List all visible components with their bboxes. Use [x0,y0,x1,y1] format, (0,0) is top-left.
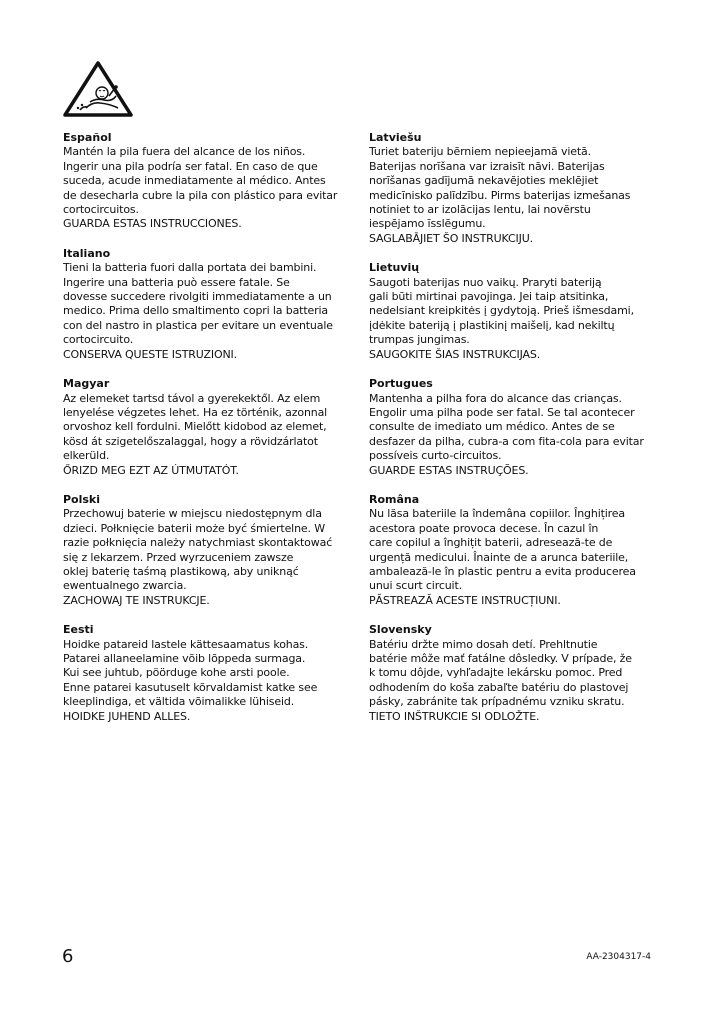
section-body: Hoidke patareid lastele kättesaamatus kohas. Patarei allaneelamine võib lõppeda surmaga. Kui see juhtub, pöörduge kohe arsti poole. Enne patarei kasutuselt kõrvaldamist katke see kleeplindiga, et vältida võimalikke lühiseid. HOIDKE JUHEND ALLES. [63,637,318,723]
section-magyar [63,377,363,478]
right-column [369,131,669,739]
page-number: 6 [62,946,74,967]
section-romana [369,493,669,608]
section-espanol [63,131,363,232]
section-title: Lietuvių [369,261,420,275]
section-body: Mantén la pila fuera del alcance de los niños. Ingerir una pila podría ser fatal. En caso de que suceda, acude inmediatamente al médico. Antes de desecharla cubre la pila con plástico para evitar cortocircuitos. GUARDA ESTAS INSTRUCCIONES. [63,145,338,231]
section-title: Româna [369,492,420,506]
section-polski [63,493,363,608]
section-body: Turiet bateriju bērniem nepieejamā vietā. Baterijas norīšana var izraisīt nāvi. Baterijas norīšanas gadījumā nekavējoties meklējiet medicīnisko palīdzību. Pirms baterijas izmešanas notiniet to ar izolācijas lentu, lai novērstu iespējamo īsslēgumu. SAGLABĀJIET ŠO INSTRUKCIJU. [369,145,631,245]
section-title: Magyar [63,377,110,391]
section-eesti [63,623,363,724]
section-title: Español [63,131,112,144]
section-title: Italiano [63,246,111,260]
section-italiano [63,247,363,362]
section-title: Latviešu [369,131,422,144]
section-body: Saugoti baterijas nuo vaikų. Praryti bateriją gali būti mirtinai pavojinga. Jei taip atsitinka, nedelsiant kreipkitės į gydytoją. Prieš išmesdami, įdėkite bateriją į plastikinį maišelį, kad nekiltų trumpas jungimas. SAUGOKITE ŠIAS INSTRUKCIJAS. [369,275,634,361]
child-safety-warning-icon [62,60,134,118]
section-slovensky [369,623,669,724]
left-column [63,131,363,739]
section-body: Mantenha a pilha fora do alcance das crianças. Engolir uma pilha pode ser fatal. Se tal acontecer consulte de imediato um médico. Antes de se desfazer da pilha, cubra-a com fita-cola para evitar possíveis curto-circuitos. GUARDE ESTAS INSTRUÇÕES. [369,391,644,477]
section-title: Eesti [63,623,94,637]
section-body: Przechowuj baterie w miejscu niedostępnym dla dzieci. Połknięcie baterii może być śmiertelne. W razie połknięcia należy natychmiast skontaktować się z lekarzem. Przed wyrzuceniem zawsze oklej baterię taśmą plastikową, aby uniknąć ewentualnego zwarcia. ZACHOWAJ TE INSTRUKCJE. [63,507,333,607]
section-title: Polski [63,492,101,506]
section-body: Nu lăsa bateriile la îndemâna copiilor. Înghițirea acestora poate provoca decese. În cazul în care copilul a înghițit baterii, adresează-te de urgență medicului. Înainte de a arunca bateriile, ambalează-le în plastic pentru a evita producerea unui scurt circuit. PĂSTREAZĂ ACESTE INSTRUCȚIUNI. [369,507,636,607]
section-title: Slovensky [369,623,432,637]
section-body: Tieni la batteria fuori dalla portata dei bambini. Ingerire una batteria può essere fatale. Se dovesse succedere rivolgiti immediatamente a un medico. Prima dello smaltimento copri la batteria con del nastro in plastica per evitare un eventuale cortocircuito. CONSERVA QUESTE ISTRUZIONI. [63,261,333,361]
section-body: Batériu držte mimo dosah detí. Prehltnutie batérie môže mať fatálne dôsledky. V prípade, že k tomu dôjde, vyhľadajte lekársku pomoc. Pred odhodením do koša zabaľte batériu do plastovej pásky, zabránite tak prípadnému vzniku skratu. TIETO INŠTRUKCIE SI ODLOŽTE. [369,637,632,723]
section-body: Az elemeket tartsd távol a gyerekektől. Az elem lenyelése végzetes lehet. Ha ez történik, azonnal orvoshoz kell fordulni. Mielőtt kidobod az elemet, kösd át szigetelőszalaggal, hogy a rövidzárlatot elkerüld. ŐRIZD MEG EZT AZ ÚTMUTATÓT. [63,391,328,477]
section-lietuviu [369,261,669,362]
document-code: AA-2304317-4 [586,952,651,962]
section-title: Portugues [369,377,433,391]
section-portugues [369,377,669,478]
section-latviesu [369,131,669,246]
